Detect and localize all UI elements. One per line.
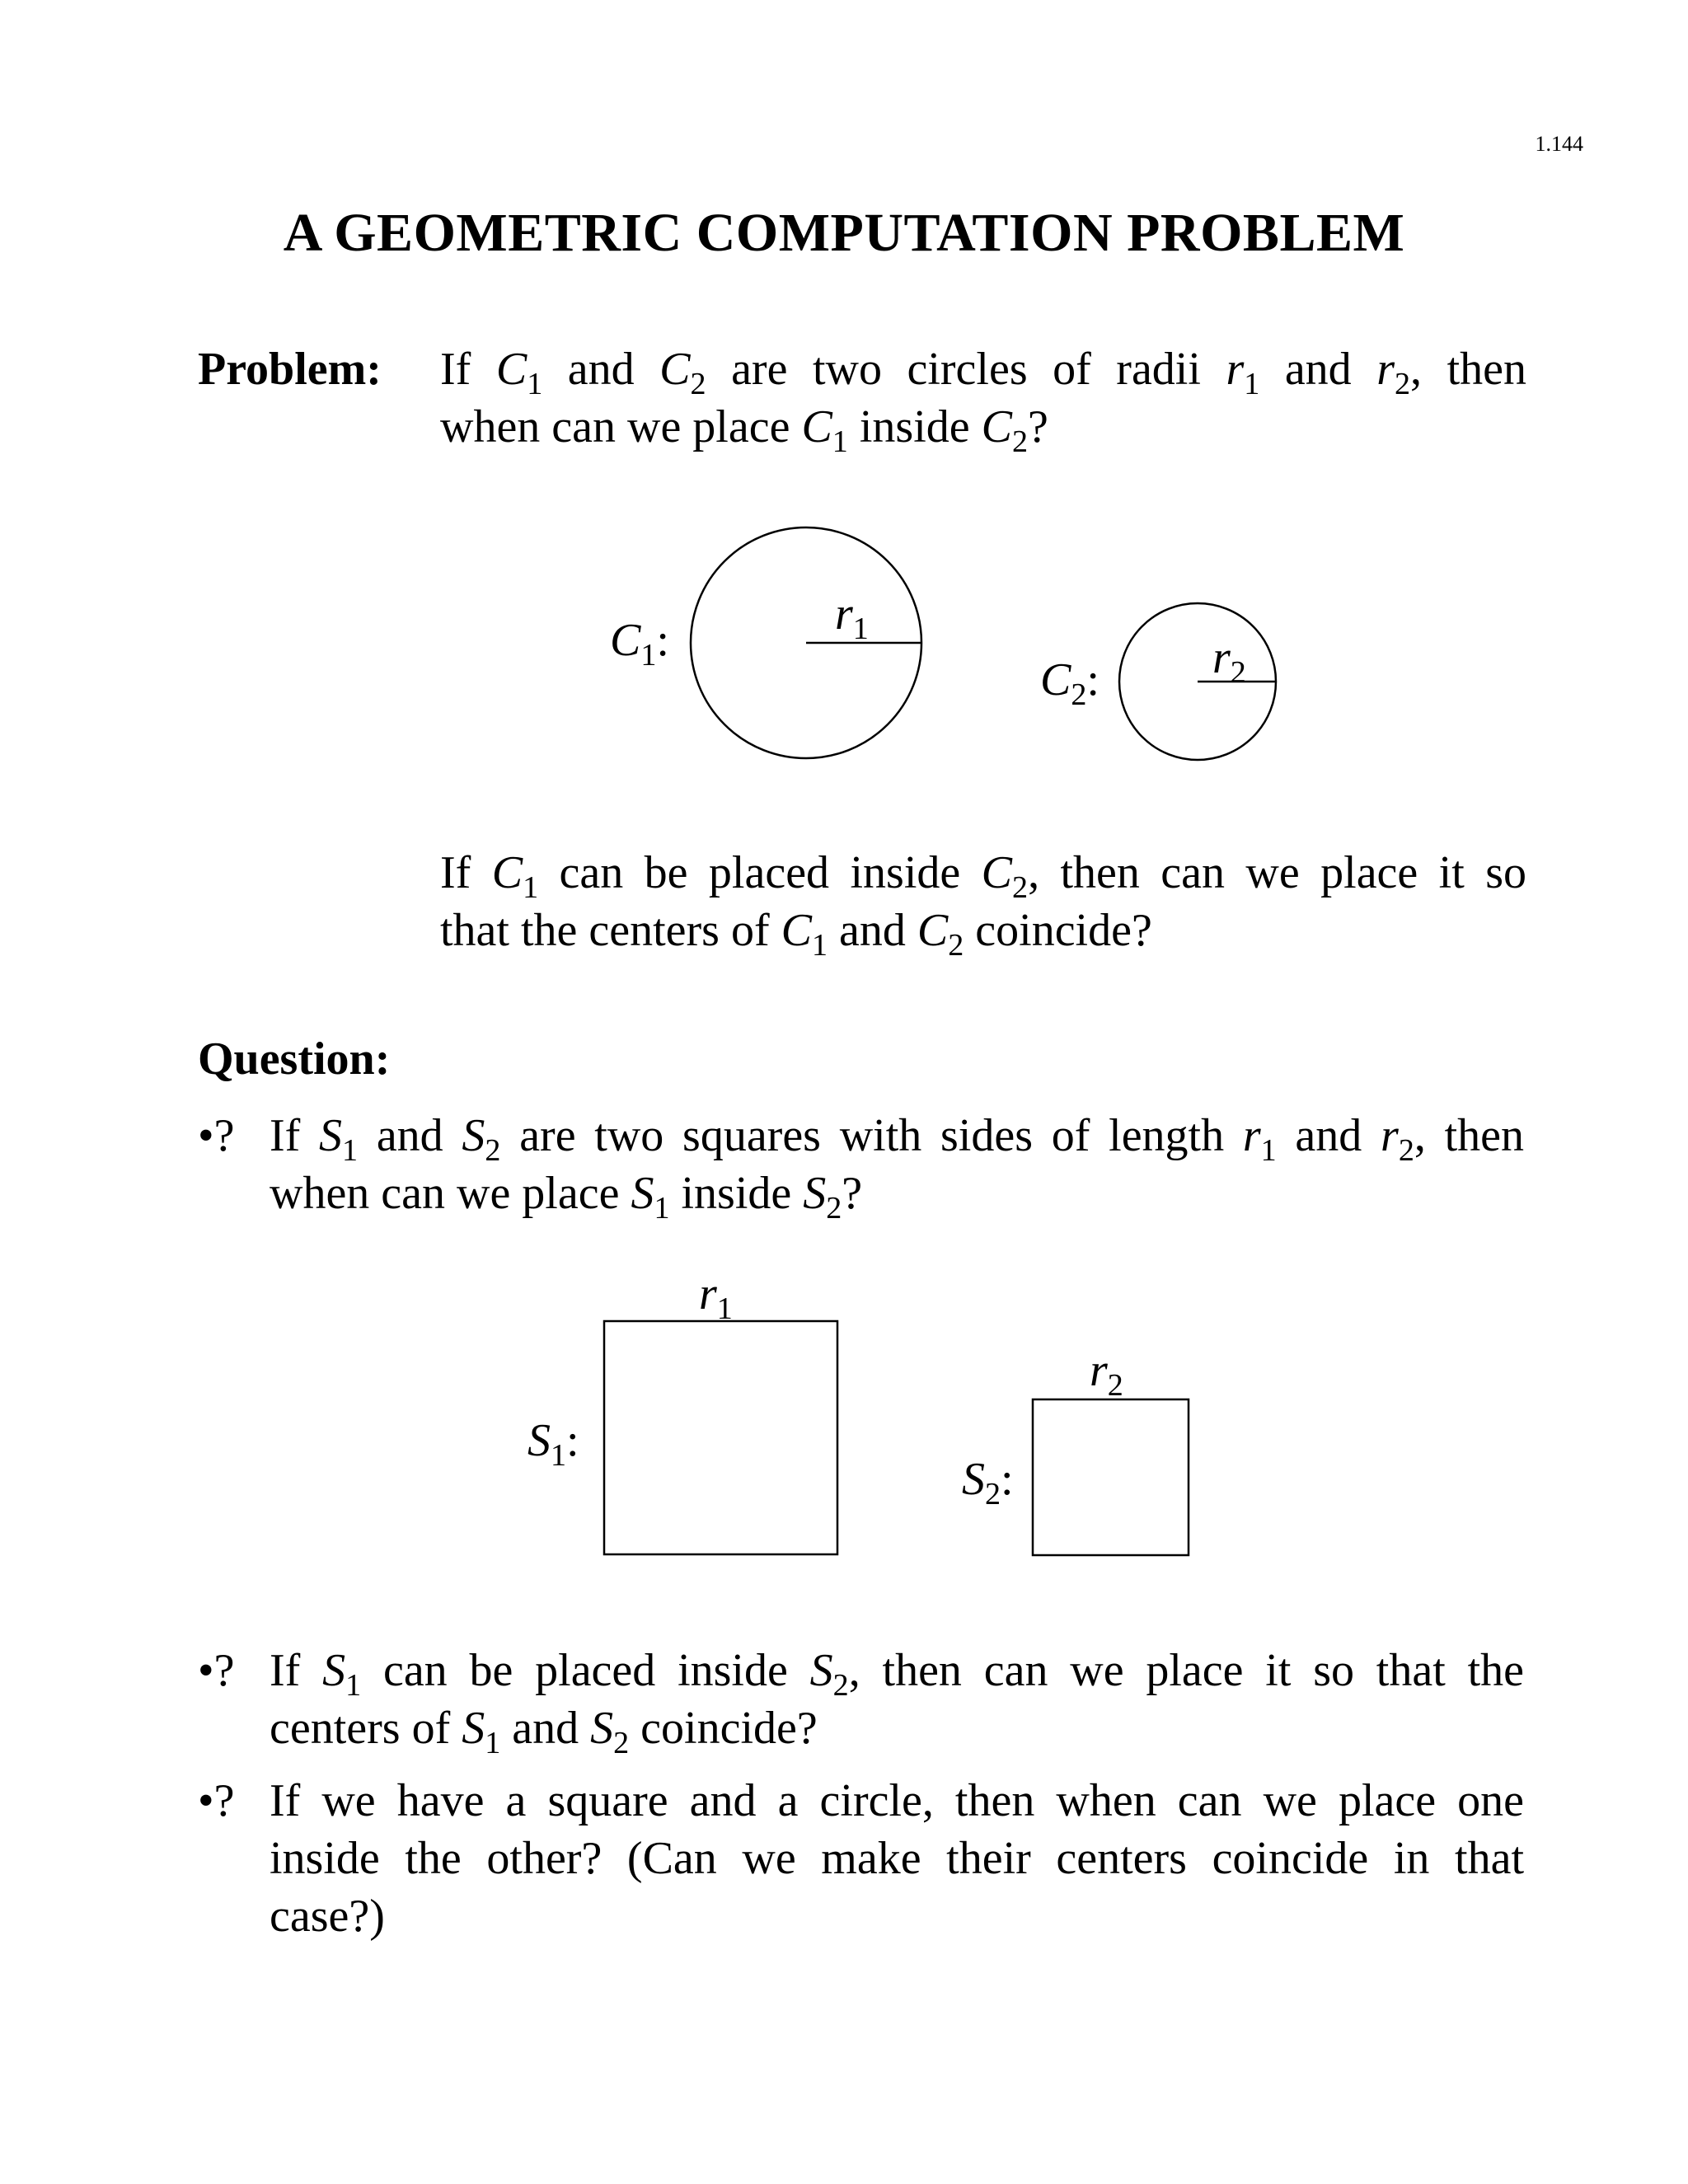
label-c2: $C_2$: xyxy=(1040,654,1100,713)
label-r1-square: $r_1$ xyxy=(699,1268,733,1327)
page-title: A GEOMETRIC COMPUTATION PROBLEM xyxy=(283,203,1405,263)
label-s2: $S_2$: xyxy=(962,1454,1014,1512)
label-s1: $S_1$: xyxy=(528,1415,579,1474)
question-3 xyxy=(270,1772,1524,1945)
label-r1-circle: $r_1$ xyxy=(835,588,869,647)
question-2-line-2: centers of $S_1$ and $S_2$ coincide? xyxy=(270,1703,818,1761)
question-3-line-1: If we have a square and a circle, then when can we place one xyxy=(270,1775,1524,1826)
question-3-line-2: inside the other? (Can we make their centers coincide in that xyxy=(270,1833,1524,1884)
label-c1: $C_1$: xyxy=(610,615,669,673)
label-r2-circle: $r_2$ xyxy=(1212,632,1246,691)
bullet-q3: •? xyxy=(198,1775,235,1826)
square-s1 xyxy=(604,1321,837,1554)
label-r2-square: $r_2$ xyxy=(1090,1345,1123,1404)
problem-line-2: when can we place $C_1$ inside $C_2$? xyxy=(440,401,1048,460)
page-number: 1.144 xyxy=(1535,132,1583,156)
bullet-q2: •? xyxy=(198,1645,235,1696)
problem-label: Problem: xyxy=(198,344,382,395)
question-1-line-2: when can we place $S_1$ inside $S_2$? xyxy=(270,1168,863,1226)
follow-up-line-1: If $C_1$ can be placed inside $C_2$, then can we place it so xyxy=(440,847,1526,906)
question-label: Question: xyxy=(198,1033,391,1085)
bullet-q1: •? xyxy=(198,1110,235,1161)
question-1 xyxy=(270,1107,1525,1226)
question-2 xyxy=(270,1642,1525,1761)
question-3-line-3: case?) xyxy=(270,1891,385,1942)
follow-up-line-2: that the centers of $C_1$ and $C_2$ coincide? xyxy=(440,905,1152,963)
follow-up-text xyxy=(440,844,1526,963)
question-2-line-1: If $S_1$ can be placed inside $S_2$, then can we place it so that the xyxy=(270,1645,1525,1704)
question-1-line-1: If $S_1$ and $S_2$ are two squares with sides of length $r_1$ and $r_2$, then xyxy=(270,1110,1525,1169)
square-s2 xyxy=(1033,1399,1189,1555)
problem-line-1: If $C_1$ and $C_2$ are two circles of radii $r_1$ and $r_2$, then xyxy=(440,344,1526,402)
